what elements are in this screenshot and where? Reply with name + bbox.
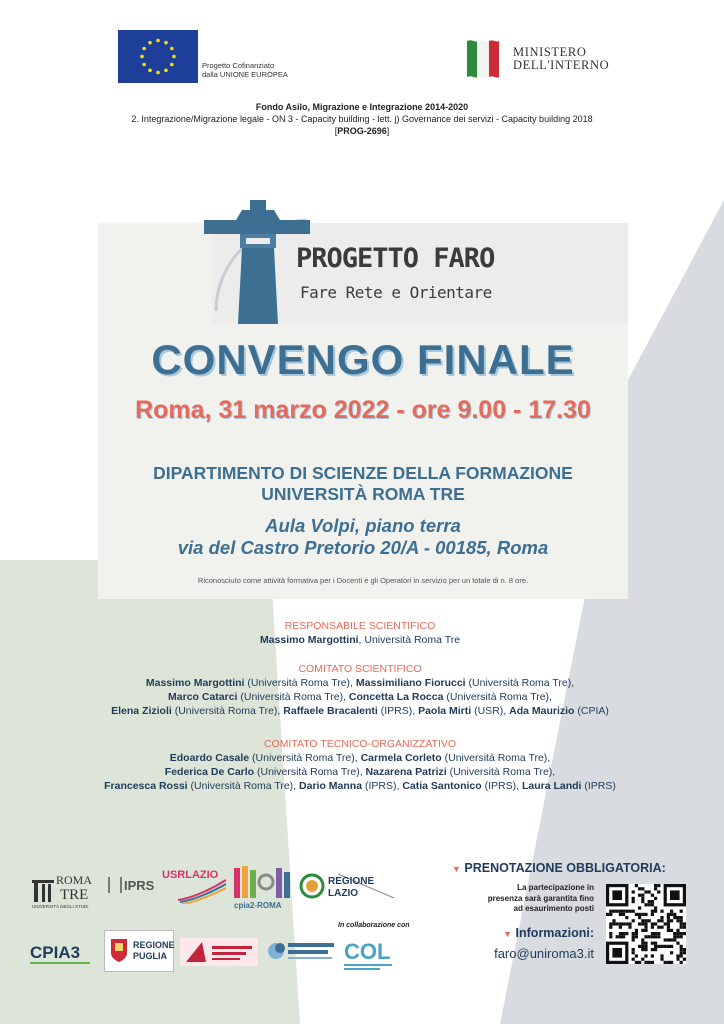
italian-flag-icon (465, 37, 501, 79)
info-label: ▼ Informazioni: (503, 926, 594, 940)
eu-star-icon (172, 55, 176, 59)
section-heading: COMITATO TECNICO-ORGANIZZATIVO (263, 738, 457, 750)
member-name: Massimiliano Fiorucci (355, 677, 466, 689)
member-name: Concetta La Rocca (348, 691, 444, 703)
member-affiliation: (IPRS), (481, 780, 522, 792)
member-name: Massimo Margottini (145, 677, 245, 689)
section-heading: COMITATO SCIENTIFICO (298, 663, 422, 675)
project-logo-subtitle: Fare Rete e Orientare (300, 283, 492, 302)
consorzio-logo (266, 936, 338, 966)
member-name: Federica De Carlo (164, 766, 255, 778)
eu-flag-icon (118, 30, 198, 83)
eu-star-icon (164, 69, 168, 73)
regione-puglia-logo: REGIONE PUGLIA (104, 930, 174, 972)
svg-text:REGIONE: REGIONE (328, 876, 375, 887)
booking-title: ▼ PRENOTAZIONE OBBLIGATORIA: (452, 861, 666, 875)
svg-text:CPIA3: CPIA3 (30, 943, 81, 962)
member-line (60, 765, 660, 779)
booking-text: La partecipazione in presenza sarà garantita fino ad esaurimento posti (487, 883, 594, 913)
member-line (60, 690, 660, 704)
eu-star-icon (140, 55, 144, 59)
member-name: Nazarena Patrizi (365, 766, 447, 778)
col-logo (340, 933, 398, 973)
member-affiliation: (Università Roma Tre), (443, 691, 552, 703)
triangle-down-icon: ▼ (503, 929, 513, 939)
eu-star-icon (148, 69, 152, 73)
collaboration-label: In collaborazione con (338, 922, 410, 929)
member-affiliation: (Università Roma Tre), (237, 691, 349, 703)
iprs-logo: IPRS (108, 877, 156, 899)
eu-star-icon (164, 41, 168, 45)
member-name: Raffaele Bracalenti (283, 705, 378, 717)
roma-tre-logo (30, 870, 102, 910)
event-location: Aula Volpi, piano terra via del Castro Pretorio 20/A - 00185, Roma (177, 515, 549, 558)
project-logo-title: PROGETTO FARO (296, 243, 495, 274)
puglia-crest-icon (109, 937, 129, 963)
member-line (60, 676, 660, 690)
partner-logo-red (180, 938, 258, 966)
scientific-committee-section (60, 662, 660, 718)
member-name: Edoardo Casale (169, 752, 250, 764)
member-name: Elena Zizioli (111, 705, 172, 717)
member-affiliation: (Università Roma Tre), (446, 766, 556, 778)
member-affiliation: (Università Roma Tre), (249, 752, 361, 764)
usr-lazio-logo (162, 866, 228, 904)
eu-star-icon (170, 47, 174, 51)
member-affiliation: (Università Roma Tre), (244, 677, 356, 689)
svg-text:TRE: TRE (60, 887, 89, 903)
member-line (60, 779, 660, 793)
technical-committee-section (60, 737, 660, 793)
member-affiliation: (Università Roma Tre), (465, 677, 575, 689)
member-name: Ada Maurizio (509, 705, 575, 717)
member-affiliation: (IPRS) (581, 780, 616, 792)
section-heading: RESPONSABILE SCIENTIFICO (284, 620, 436, 632)
eu-cofinance-text: Progetto Cofinanziato dalla UNIONE EUROPEA (202, 61, 288, 79)
member-affiliation: (CPIA) (574, 705, 609, 717)
member-affiliation: (IPRS), (377, 705, 419, 717)
member-line (60, 704, 660, 718)
member-affiliation: (Università Roma Tre), (171, 705, 284, 717)
member-affiliation: (Università Roma Tre), (187, 780, 300, 792)
cpia3-logo (30, 938, 96, 968)
eu-star-icon (156, 71, 160, 75)
member-name: Dario Manna (299, 780, 363, 792)
member-affiliation: (USR), (471, 705, 510, 717)
contact-email-link[interactable]: faro@uniroma3.it (494, 946, 594, 961)
member-name: Catia Santonico (402, 780, 482, 792)
svg-text:LAZIO: LAZIO (328, 888, 358, 899)
ministry-name: MINISTERO DELL'INTERNO (513, 45, 610, 72)
member-name: Francesca Rossi (104, 780, 188, 792)
triangle-down-icon: ▼ (452, 864, 461, 874)
fund-info: Fondo Asilo, Migrazione e Integrazione 2014-2020 2. Integrazione/Migrazione legale - ON 3 - Capacity building - lett. j) Governance dei servizi - Capacity building 2018 [PROG-2696] (131, 102, 593, 136)
event-title: CONVENGO FINALE (151, 336, 575, 383)
event-date: Roma, 31 marzo 2022 - ore 9.00 - 17.30 (135, 396, 591, 424)
member-name: Marco Catarci (168, 691, 238, 703)
cpia2-roma-logo (232, 864, 294, 910)
svg-text:UNIVERSITÀ DEGLI STUDI: UNIVERSITÀ DEGLI STUDI (32, 904, 89, 909)
eu-star-icon (148, 41, 152, 45)
regione-lazio-logo (298, 870, 396, 902)
member-name: Carmela Corleto (360, 752, 442, 764)
eu-star-icon (156, 39, 160, 43)
member-name: Laura Landi (521, 780, 582, 792)
scientific-lead-section: RESPONSABILE SCIENTIFICO Massimo Margottini, Università Roma Tre (60, 619, 660, 647)
member-affiliation: (IPRS), (362, 780, 403, 792)
eu-star-icon (142, 47, 146, 51)
qr-code-icon[interactable] (606, 884, 686, 964)
svg-text:cpia2-ROMA: cpia2-ROMA (234, 901, 282, 910)
svg-text:COL: COL (344, 939, 391, 964)
svg-text:ROMA: ROMA (56, 873, 93, 887)
event-department: DIPARTIMENTO DI SCIENZE DELLA FORMAZIONE UNIVERSITÀ ROMA TRE (153, 463, 573, 504)
eu-star-icon (142, 63, 146, 67)
member-affiliation: (Università Roma Tre), (254, 766, 366, 778)
svg-text:USRLAZIO: USRLAZIO (162, 869, 219, 881)
recognition-note: Riconosciuto come attività formativa per i Docenti e gli Operatori in servizio per un totale di n. 8 ore. (197, 576, 529, 585)
eu-star-icon (170, 63, 174, 67)
member-line (60, 751, 660, 765)
member-affiliation: (Università Roma Tre), (441, 752, 551, 764)
member-name: Paola Mirti (418, 705, 472, 717)
